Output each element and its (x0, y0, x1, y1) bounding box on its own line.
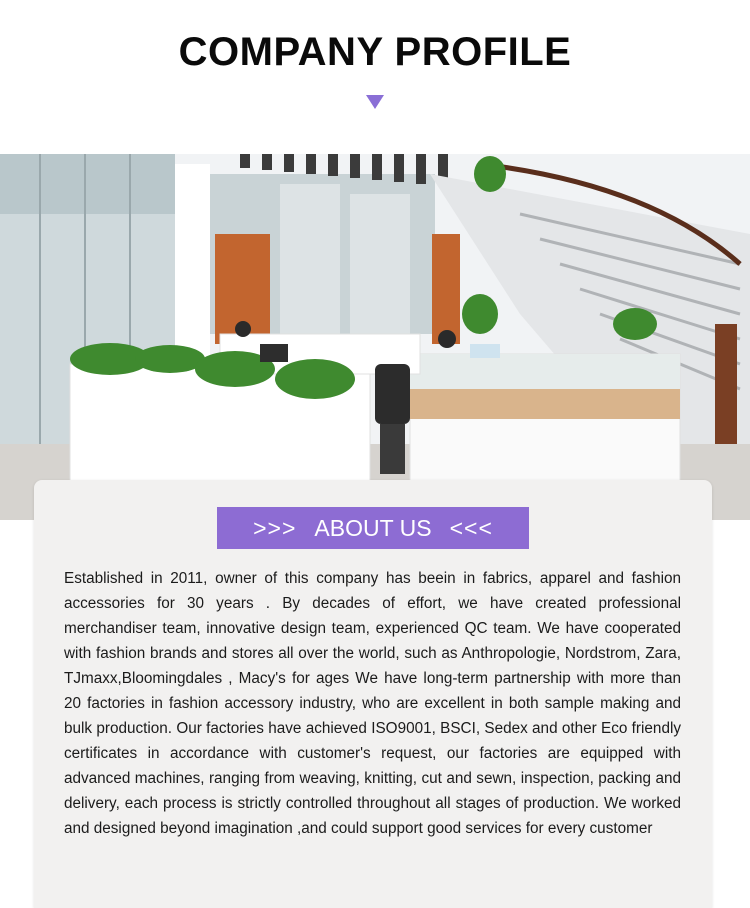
banner-right-marks: <<< (449, 514, 493, 541)
page-title: COMPANY PROFILE (178, 30, 572, 74)
banner-left-marks: >>> (253, 514, 297, 541)
about-us-banner (217, 507, 529, 549)
down-triangle-icon (366, 95, 384, 109)
about-body-text: Established in 2011, owner of this company has beein in fabrics, apparel and fashion accessories for 30 years . By decades of effort, we have created professional merchandiser team, innovative design team, experienced QC team. We have cooperated with fashion brands and stores all over the world, such as Anthropologie, Nordstrom, Zara, TJmaxx,Bloomingdales , Macy's for ages We have long-term partnership with more than 20 factories in fashion accessory industry, who are excellent in both sample making and bulk production. Our factories have achieved ISO9001, BSCI, Sedex and other Eco friendly certificates in accordance with customer's request, our factories are equipped with advanced machines, ranging from weaving, knitting, cut and sewn, inspection, packing and delivery, each process is strictly controlled throughout all stages of production. We worked and designed beyond imagination ,and could support good services for every customer (64, 570, 681, 837)
about-card (34, 480, 712, 908)
office-photo (0, 154, 750, 520)
about-us-heading: ABOUT US (314, 514, 432, 541)
